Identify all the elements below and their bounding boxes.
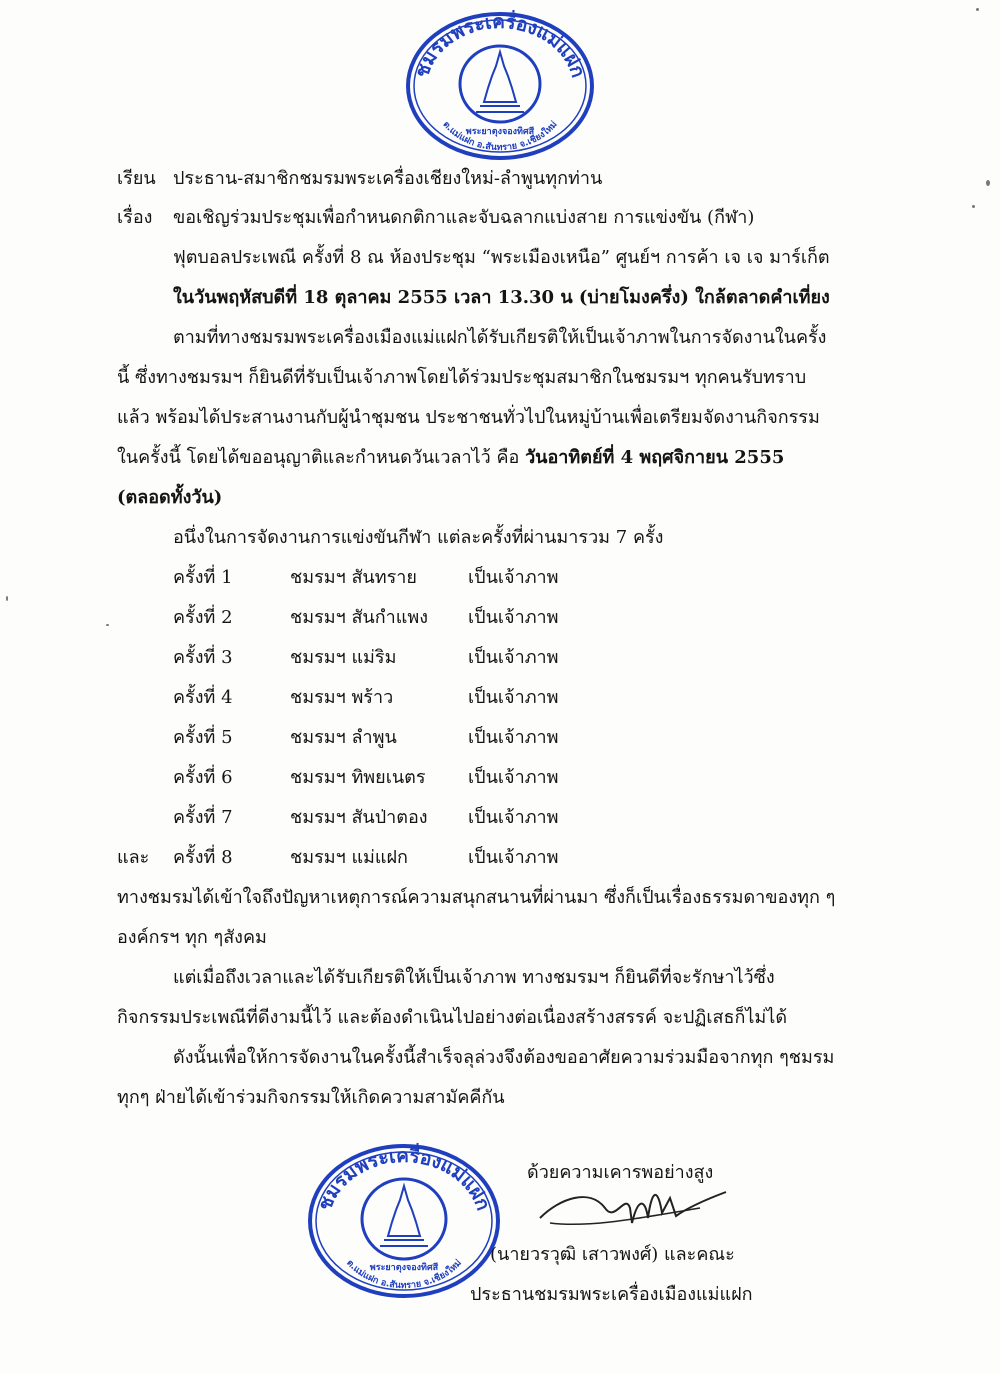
p5-text-1: ดังนั้นเพื่อให้การจัดงานในครั้งนี้สำเร็จลุล่วงจึงต้องขออาศัยความร่วมมือจากทุก ๆชมรม [173, 1047, 835, 1068]
p1-text-4a: ในครั้งนี้ โดยได้ขออนุญาติและกำหนดวันเวลาไว้ คือ [117, 447, 526, 468]
host-club: ชมรมฯ สันป่าตอง [290, 807, 428, 828]
host-round: ครั้งที่ 4 [173, 687, 233, 708]
host-round: ครั้งที่ 8 [173, 847, 233, 868]
bottom-seal-stamp [306, 1142, 502, 1300]
scan-speck [986, 180, 990, 186]
host-role: เป็นเจ้าภาพ [468, 567, 559, 588]
seal-inner-text: พระยาตุงจองทิศสี [369, 1263, 439, 1273]
host-round: ครั้งที่ 1 [173, 567, 233, 588]
p1-text-2: นี้ ซึ่งทางชมรมฯ ก็ยินดีที่รับเป็นเจ้าภาพโดยได้ร่วมประชุมสมาชิกในชมรมฯ ทุกคนรับทราบ [117, 367, 807, 388]
host-club: ชมรมฯ พร้าว [290, 687, 394, 708]
p4-text-1: แต่เมื่อถึงเวลาและได้รับเกียรติให้เป็นเจ้าภาพ ทางชมรมฯ ก็ยินดีที่จะรักษาไว้ซึ่ง [173, 967, 775, 988]
top-seal-stamp [404, 10, 596, 162]
scan-speck [106, 624, 109, 626]
p2-intro-text: อนึ่งในการจัดงานการแข่งขันกีฬา แต่ละครั้งที่ผ่านมารวม 7 ครั้ง [173, 527, 664, 548]
scan-speck [6, 596, 8, 601]
regards-text: ด้วยความเคารพอย่างสูง [527, 1162, 714, 1183]
signer-name: (นายวรวุฒิ เสาวพงศ์) และคณะ [490, 1244, 735, 1265]
seal-bottom-text: ต.แม่แฝก อ.สันทราย จ.เชียงใหม่ [344, 1258, 464, 1292]
host-round: ครั้งที่ 7 [173, 807, 233, 828]
p4-text-2: กิจกรรมประเพณีที่ดีงามนี้ไว้ และต้องดำเนินไปอย่างต่อเนื่องสร้างสรรค์ จะปฏิเสธก็ไม่ได้ [117, 1007, 788, 1028]
host-round: ครั้งที่ 5 [173, 727, 233, 748]
host-club: ชมรมฯ ลำพูน [290, 727, 397, 748]
scan-speck [972, 205, 975, 208]
host-role: เป็นเจ้าภาพ [468, 607, 559, 628]
host-club: ชมรมฯ แม่แฝก [290, 847, 408, 868]
to-text: ประธาน-สมาชิกชมรมพระเครื่องเชียงใหม่-ลำพูนทุกท่าน [173, 168, 603, 189]
host-club: ชมรมฯ แม่ริม [290, 647, 397, 668]
host-club: ชมรมฯ สันทราย [290, 567, 417, 588]
host-round: ครั้งที่ 2 [173, 607, 233, 628]
host-round: ครั้งที่ 3 [173, 647, 233, 668]
seal-inner-text: พระยาตุงจองทิศสี [465, 127, 535, 137]
p5-text-2: ทุกๆ ฝ่ายได้เข้าร่วมกิจกรรมให้เกิดความสามัคคีกัน [117, 1087, 505, 1108]
p3-text-1: ทางชมรมได้เข้าใจถึงปัญหาเหตุการณ์ความสนุกสนานที่ผ่านมา ซึ่งก็เป็นเรื่องธรรมดาของทุก ๆ [117, 887, 836, 908]
subject-text-2: ฟุตบอลประเพณี ครั้งที่ 8 ณ ห้องประชุม “พระเมืองเหนือ” ศูนย์ฯ การค้า เจ เจ มาร์เก็ต [173, 247, 830, 268]
host-club: ชมรมฯ สันกำแพง [290, 607, 428, 628]
handwritten-signature [530, 1178, 730, 1242]
host-role: เป็นเจ้าภาพ [468, 647, 559, 668]
seal-top-text: ชมรมพระเครื่องแม่แฝก [410, 10, 590, 81]
seal-bottom-text: ต.แม่แฝก อ.สันทราย จ.เชียงใหม่ [440, 119, 560, 153]
signer-position: ประธานชมรมพระเครื่องเมืองแม่แฝก [470, 1284, 753, 1305]
p3-text-2: องค์กรฯ ทุก ๆสังคม [117, 927, 267, 948]
host-role: เป็นเจ้าภาพ [468, 687, 559, 708]
event-date: วันอาทิตย์ที่ 4 พฤศจิกายน 2555 [525, 447, 785, 468]
subject-label: เรื่อง [117, 207, 153, 228]
seal-top-text: ชมรมพระเครื่องแม่แฝก [313, 1144, 495, 1214]
host-role: เป็นเจ้าภาพ [468, 847, 559, 868]
to-label: เรียน [117, 168, 156, 189]
host-club: ชมรมฯ ทิพยเนตร [290, 767, 426, 788]
subject-text-3: ในวันพฤหัสบดีที่ 18 ตุลาคม 2555 เวลา 13.30 น (บ่ายโมงครึ่ง) ใกล้ตลาดคำเที่ยง [173, 287, 830, 308]
host-role: เป็นเจ้าภาพ [468, 807, 559, 828]
p1-text-4-wrap [117, 445, 784, 471]
p1-text-3: แล้ว พร้อมได้ประสานงานกับผู้นำชุมชน ประชาชนทั่วไปในหมู่บ้านเพื่อเตรียมจัดงานกิจกรรม [117, 407, 820, 428]
host-round: ครั้งที่ 6 [173, 767, 233, 788]
and-label: และ [117, 847, 150, 868]
p1-text-1: ตามที่ทางชมรมพระเครื่องเมืองแม่แฝกได้รับเกียรติให้เป็นเจ้าภาพในการจัดงานในครั้ง [173, 327, 827, 348]
host-role: เป็นเจ้าภาพ [468, 767, 559, 788]
subject-text-1: ขอเชิญร่วมประชุมเพื่อกำหนดกติกาและจับฉลากแบ่งสาย การแข่งขัน (กีฬา) [173, 207, 755, 228]
p1-text-5: (ตลอดทั้งวัน) [117, 487, 223, 508]
host-role: เป็นเจ้าภาพ [468, 727, 559, 748]
scan-speck [976, 8, 979, 11]
